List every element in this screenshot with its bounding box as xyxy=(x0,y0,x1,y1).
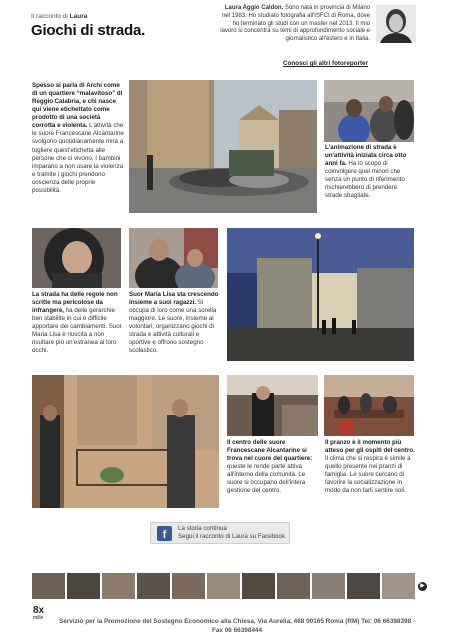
photo-pranzo xyxy=(324,375,414,436)
photo-night-street xyxy=(227,228,414,361)
photographer-thumb[interactable] xyxy=(382,573,415,599)
photographer-thumb[interactable] xyxy=(102,573,135,599)
caption-centro: Il centro delle suore Francescane Alcantarine si trova nel cuore del quartiere: queste le rende parte attiva all'interno della comunità. Le suore si occupano dell'intera gestione del centro. xyxy=(227,439,313,495)
author-bio-text: Sono nata in provincia di Milano nel 1983. Ho studiato fotografia all'ISFCI di Roma, dove ho terminato gli studi con un master nel 2013. Il mio lavoro si concentra su temi di approfondimento sociale e giornalistico all'estero e in Italia. xyxy=(220,5,370,43)
story-eyebrow: Il racconto di Laura xyxy=(31,13,88,20)
photographer-thumb[interactable] xyxy=(172,573,205,599)
facebook-line1: La storia continua xyxy=(178,524,227,532)
photographer-thumb[interactable] xyxy=(207,573,240,599)
author-portrait xyxy=(376,5,416,43)
photo-nun-portrait xyxy=(32,228,121,288)
photographer-thumb[interactable] xyxy=(137,573,170,599)
facebook-follow-button[interactable] xyxy=(150,522,290,544)
other-photographers-link[interactable]: Conosci gli altri fotoreporter xyxy=(283,60,369,67)
photographer-thumb[interactable] xyxy=(242,573,275,599)
caption-suor: Suor Maria Lisa sta crescendo insieme a suoi ragazzi. Si occupa di loro come una sorella maggiore. Le suore, insieme ai volontari, organizzano giochi di strada e attività culturali e sportive e offrono sostegno scolastico. xyxy=(129,291,219,355)
photographer-thumb[interactable] xyxy=(347,573,380,599)
caption-strada: La strada ha delle regole non scritte ma pericolose da infrangere, ha delle gerarchie ben stabilite in cui è difficile apportare dei cambiamenti. Suor Maria Lisa è riuscita a non risultare più un'estranea ai loro occhi. xyxy=(32,291,122,355)
photo-balcony-man xyxy=(32,375,219,508)
photographer-thumb[interactable] xyxy=(67,573,100,599)
caption-intro: Spesso si parla di Archi come di un quartiere “malavitoso” di Reggio Calabria, e chi nasce qui viene etichettato come prodotto di una società corrotta e violenta. L'attività che le suore Francescane Alcantarine svolgono quotidianamente mira a togliere quest'etichetta alle persone che ci vivono. I bambini imparano a non usare la violenza e tramite i giochi prendono coscienza delle proprie possibilità. xyxy=(32,82,124,194)
caption-animazione: L'animazione di strada è un'attività iniziata circa otto anni fa. Ha lo scopo di coinvolgere quei minori che senza un punto di riferimento rischierebbero di prendere strade sbagliate. xyxy=(325,144,407,200)
photo-children-animation xyxy=(324,80,414,142)
photographers-strip[interactable] xyxy=(32,573,415,599)
facebook-line2: Segui il racconto di Laura su Facebook xyxy=(178,533,285,540)
author-bio xyxy=(218,5,370,44)
photo-street-garbage xyxy=(129,80,317,213)
strip-next-arrow-icon[interactable]: ▶ xyxy=(418,582,427,591)
author-name: Laura Aggio Caldon. xyxy=(224,5,284,11)
photographer-thumb[interactable] xyxy=(277,573,310,599)
caption-pranzo: Il pranzo è il momento più atteso per gli ospiti del centro. Il clima che si respira è simile a quello presente nei pranzi di famiglia. Le suore cercano di favorire la socializzazione in modo da non farli sentire soli. xyxy=(325,439,415,495)
photo-centro xyxy=(227,375,318,436)
footer-contact: Servizio per la Promozione del Sostegno Economico alla Chiesa, Via Aurelia, 468 00165 Roma (RM) Tel: 06 66398398 - Fax 06 66398444 xyxy=(58,618,416,634)
footer-logo: 8x mille xyxy=(33,605,45,621)
photographer-thumb[interactable] xyxy=(32,573,65,599)
photo-nun-with-boy xyxy=(129,228,218,288)
photographer-thumb[interactable] xyxy=(312,573,345,599)
facebook-icon: f xyxy=(157,526,172,541)
page-title: Giochi di strada. xyxy=(31,22,146,39)
